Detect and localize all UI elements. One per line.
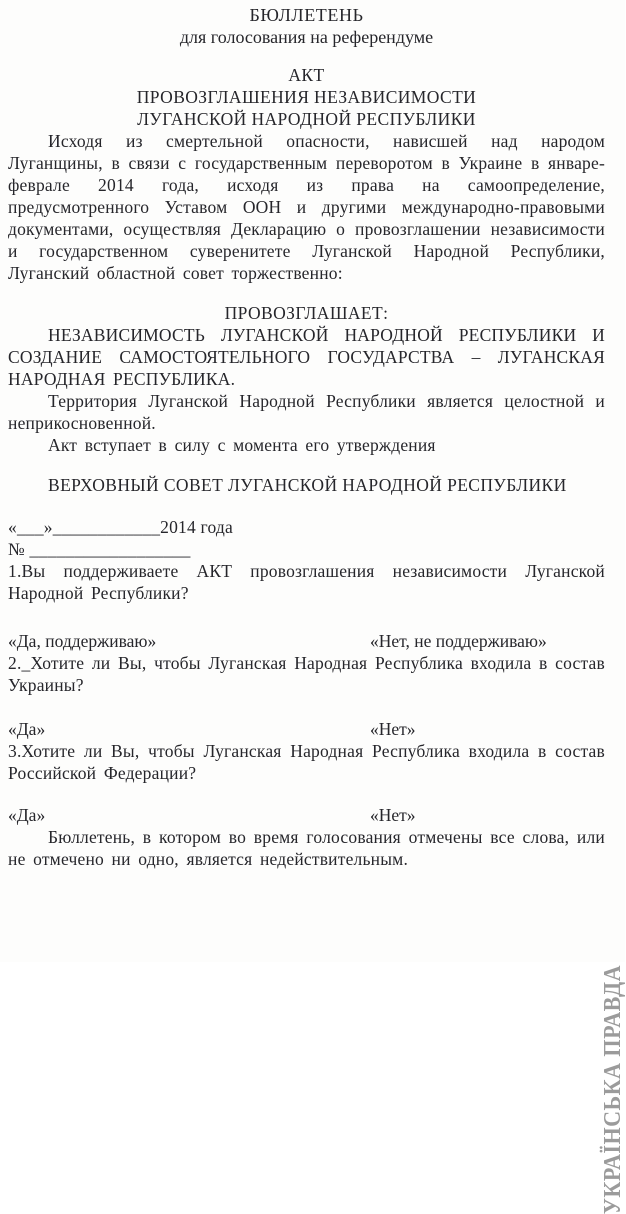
question-3-option-yes: «Да»: [8, 805, 46, 825]
proclamation-paragraph: НЕЗАВИСИМОСТЬ ЛУГАНСКОЙ НАРОДНОЙ РЕСПУБЛИКИ И СОЗДАНИЕ САМОСТОЯТЕЛЬНОГО ГОСУДАРСТВА – ЛУГАНСКАЯ НАРОДНАЯ РЕСПУБЛИКА.: [8, 325, 605, 389]
ballot-title: БЮЛЛЕТЕНЬ: [249, 5, 364, 25]
proclaims-heading: ПРОВОЗГЛАШАЕТ:: [224, 303, 389, 323]
date-line: «___»____________2014 года: [8, 517, 233, 537]
question-2-options: [8, 718, 605, 740]
ballot-subtitle: для голосования на референдуме: [179, 27, 434, 47]
territory-paragraph: Территория Луганской Народной Республики является целостной и неприкосновенной.: [8, 391, 605, 433]
number-line: № __________________: [8, 539, 191, 559]
question-2-option-no: «Нет»: [370, 719, 416, 739]
question-3-option-no: «Нет»: [370, 805, 416, 825]
act-title-line-3: ЛУГАНСКОЙ НАРОДНОЙ РЕСПУБЛИКИ: [137, 109, 476, 129]
invalid-note: Бюллетень, в котором во время голосования отмечены все слова, или не отмечено ни одно, является недействительным.: [8, 827, 605, 869]
question-3-text: 3.Хотите ли Вы, чтобы Луганская Народная Республика входила в состав Российской Федерации?: [8, 741, 605, 783]
preamble-paragraph: Исходя из смертельной опасности, нависшей над народом Луганщины, в связи с государственным переворотом в Украине в январе-феврале 2014 года, исходя из права на самоопределение, предусмотренного Уставом ООН и другими международно-правовыми документами, осуществляя Декларацию о провозглашении независимости и государственном суверенитете Луганской Народной Республики, Луганский областной совет торжественно:: [8, 131, 605, 283]
question-1-options: [8, 630, 605, 652]
act-title-line-2: ПРОВОЗГЛАШЕНИЯ НЕЗАВИСИМОСТИ: [136, 87, 477, 107]
question-2-text: 2._Хотите ли Вы, чтобы Луганская Народная Республика входила в состав Украины?: [8, 653, 605, 695]
act-title: [8, 64, 605, 130]
question-1-option-no: «Нет, не поддерживаю»: [370, 631, 547, 651]
council-line: ВЕРХОВНЫЙ СОВЕТ ЛУГАНСКОЙ НАРОДНОЙ РЕСПУБЛИКИ: [48, 475, 567, 495]
question-1-text: 1.Вы поддерживаете АКТ провозглашения независимости Луганской Народной Республики?: [8, 561, 605, 603]
question-1-option-yes: «Да, поддерживаю»: [8, 631, 157, 651]
question-3-options: [8, 804, 605, 826]
effective-line: Акт вступает в силу с момента его утверждения: [48, 435, 436, 455]
act-title-line-1: АКТ: [288, 65, 325, 85]
watermark: УКРАЇНСЬКА ПРАВДА: [600, 965, 626, 1214]
question-2-option-yes: «Да»: [8, 719, 46, 739]
